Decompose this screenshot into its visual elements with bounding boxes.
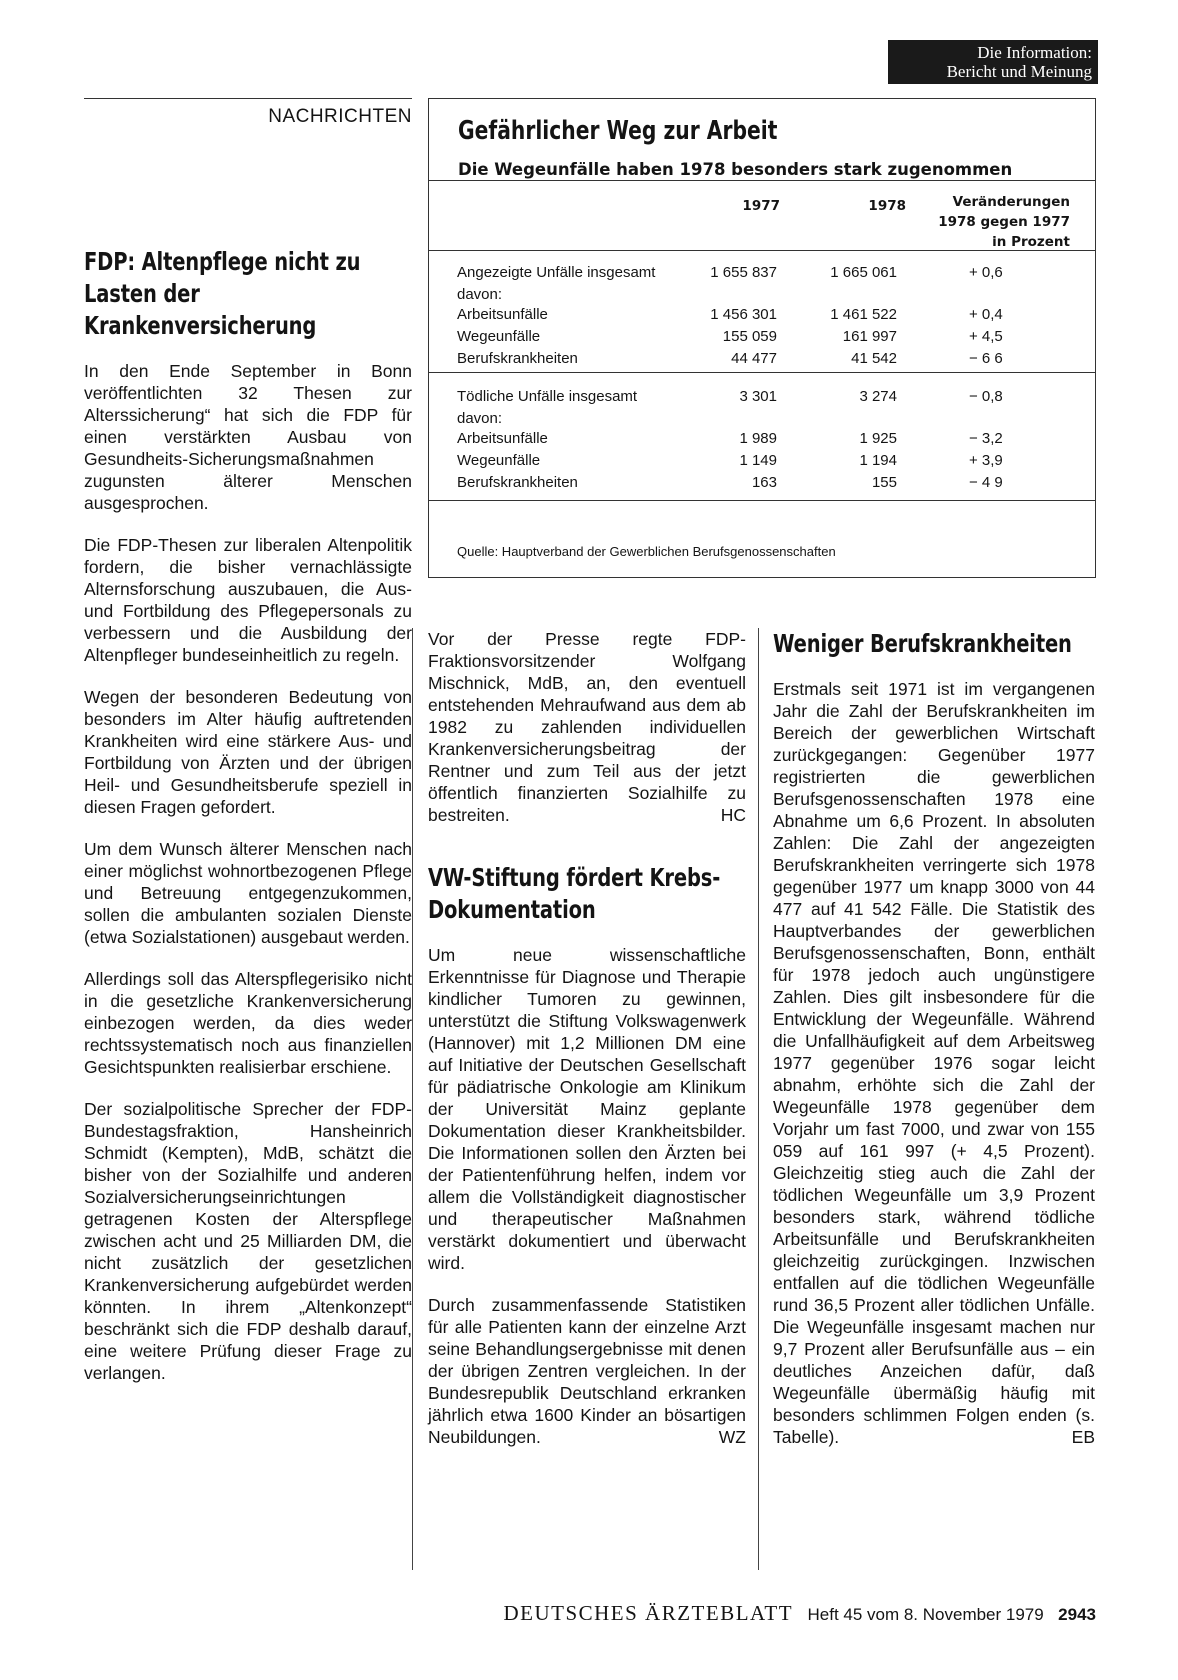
section-label: NACHRICHTEN bbox=[268, 106, 412, 127]
value-1978: 1 665 061 bbox=[830, 264, 897, 281]
journal-name: DEUTSCHES ÄRZTEBLATT bbox=[503, 1601, 794, 1625]
table-row bbox=[457, 286, 1077, 308]
table-subtitle: Die Wegeunfälle haben 1978 besonders stark zugenommen bbox=[458, 160, 1013, 179]
row-label: davon: bbox=[457, 410, 503, 427]
table-row bbox=[457, 410, 1077, 432]
article-paragraph: Um neue wissenschaftliche Erkenntnisse für Diagnose und Therapie kindlicher Tumoren zu gewinnen, unterstützt die Stiftung Volkswagenwerk (Hannover) mit 1,2 Millionen DM eine auf Initiative der Deutschen Gesellschaft für pädiatrische Onkologie am Klinikum der Universität Mainz geplante Dokumentation dieser Krankheitsbilder. Die Informationen sollen den Ärzten bei der Patientenführung helfen, indem vor allem die Vollständigkeit diagnostischer und therapeutischer Maßnahmen verstärkt dokumentiert und überwacht wird. bbox=[428, 945, 746, 1273]
change-header-line: in Prozent bbox=[992, 234, 1070, 250]
paragraph-text: Vor der Presse regte FDP-Fraktionsvorsitzender Wolfgang Mischnick, MdB, an, den eventuell entstehenden Mehraufwand aus dem ab 1982 zu zahlenden individuellen Krankenversicherungsbeitrag der Rentner und zum Teil aus der jetzt öffentlich finanzierten Sozialhilfe zu bestreiten. bbox=[428, 629, 746, 825]
row-label: davon: bbox=[457, 286, 503, 303]
table-row bbox=[457, 430, 1077, 452]
article-paragraph: Wegen der besonderen Bedeutung von besonders im Alter häufig auftretenden Krankheiten wird eine stärkere Aus- und Fortbildung von Ärzten und der übrigen Heil- und Gesundheitsberufe speziell in diesen Fragen gefordert. bbox=[84, 687, 412, 817]
article-paragraph bbox=[428, 1294, 746, 1448]
article-headline: Weniger Berufskrankheiten bbox=[773, 629, 1072, 658]
table-source: Quelle: Hauptverband der Gewerblichen Berufsgenossenschaften bbox=[457, 544, 836, 559]
table-row bbox=[457, 388, 1077, 410]
value-1977: 163 bbox=[751, 474, 777, 491]
value-change: − 6 6 bbox=[969, 350, 1003, 367]
table-row bbox=[457, 350, 1077, 372]
column-rule bbox=[758, 628, 759, 1570]
column-header-1978: 1978 bbox=[868, 198, 906, 214]
change-header-line: Veränderungen bbox=[952, 194, 1070, 210]
article-headline: FDP: Altenpflege nicht zu Lasten der Krankenversicherung bbox=[84, 247, 361, 340]
table-row bbox=[457, 474, 1077, 496]
article-paragraph: In den Ende September in Bonn veröffentlichten 32 Thesen zur Alterssicherung“ hat sich die FDP für einen verstärkten Ausbau von Gesundheits-Sicherungsmaßnahmen zugunsten älterer Menschen ausgesprochen. bbox=[84, 361, 412, 513]
row-label: Berufskrankheiten bbox=[457, 474, 578, 491]
value-1978: 1 461 522 bbox=[830, 306, 897, 323]
table-rule bbox=[428, 180, 1096, 181]
article-paragraph: Um dem Wunsch älterer Menschen nach einer möglichst wohnortbezogenen Pflege und Betreuung entgegenzukommen, sollen die ambulanten sozialen Dienste (etwa Sozialstationen) ausgebaut werden. bbox=[84, 839, 412, 947]
article-berufskrankheiten bbox=[773, 628, 1095, 1468]
value-change: − 4 9 bbox=[969, 474, 1003, 491]
paragraph-text: Durch zusammenfassende Statistiken für alle Patienten kann der einzelne Arzt seine Behandlungsergebnisse mit denen der übrigen Zentren vergleichen. In der Bundesrepublik Deutschland erkranken jährlich etwa 1600 Kinder an bösartigen Neubildungen. bbox=[428, 1295, 746, 1447]
value-1978: 161 997 bbox=[842, 328, 897, 345]
row-label: Tödliche Unfälle insgesamt bbox=[457, 388, 638, 405]
article-headline: VW-Stiftung fördert Krebs-Dokumentation bbox=[428, 863, 721, 924]
section-badge bbox=[888, 40, 1098, 84]
table-rule bbox=[428, 500, 1096, 501]
value-1978: 3 274 bbox=[859, 388, 897, 405]
column-rule bbox=[412, 628, 413, 1570]
author-signature: WZ bbox=[718, 1427, 746, 1447]
article-paragraph: Der sozialpolitische Sprecher der FDP-Bundestagsfraktion, Hansheinrich Schmidt (Kempten), MdB, schätzt die bisher von der Sozialhilfe und anderen Sozialversicherungseinrichtungen getragenen Kosten der Alterspflege zwischen acht und 25 Milliarden DM, die nicht zusätzlich der gesetzlichen Krankenversicherung aufgebürdet werden könnten. In ihrem „Altenkonzept“ beschränkt sich die FDP deshalb darauf, eine weitere Prüfung dieser Frage zu verlangen. bbox=[84, 1099, 412, 1383]
value-1978: 41 542 bbox=[851, 350, 897, 367]
table-title: Gefährlicher Weg zur Arbeit bbox=[458, 116, 778, 146]
value-1978: 155 bbox=[871, 474, 897, 491]
value-1977: 3 301 bbox=[739, 388, 777, 405]
article-paragraph bbox=[773, 678, 1095, 1448]
article-paragraph: Allerdings soll das Alterspflegerisiko nicht in die gesetzliche Krankenversicherung einbezogen werden, da dies weder rechtssystematisch noch aus finanziellen Gesichtspunkten realisierbar erschiene. bbox=[84, 969, 412, 1077]
page-number: 2943 bbox=[1058, 1605, 1096, 1624]
badge-line-1: Die Information: bbox=[977, 43, 1092, 62]
row-label: Angezeigte Unfälle insgesamt bbox=[457, 264, 656, 281]
row-label: Berufskrankheiten bbox=[457, 350, 578, 367]
left-top-rule bbox=[84, 98, 412, 99]
value-1977: 1 456 301 bbox=[710, 306, 777, 323]
badge-line-2: Bericht und Meinung bbox=[946, 62, 1092, 81]
value-change: − 3,2 bbox=[969, 430, 1003, 447]
article-paragraph: Die FDP-Thesen zur liberalen Altenpolitik fordern, die bisher vernachlässigte Alternsforschung auszubauen, die Aus- und Fortbildung des Pflegepersonals zu verbessern und die Ausbildung der Altenpfleger bundeseinheitlich zu regeln. bbox=[84, 535, 412, 665]
author-signature: HC bbox=[720, 805, 746, 825]
row-label: Arbeitsunfälle bbox=[457, 430, 548, 447]
column-header-change bbox=[900, 192, 1070, 252]
value-1977: 1 655 837 bbox=[710, 264, 777, 281]
value-1977: 44 477 bbox=[731, 350, 777, 367]
row-label: Wegeunfälle bbox=[457, 452, 541, 469]
value-change: + 0,6 bbox=[969, 264, 1003, 281]
article-paragraph bbox=[428, 628, 746, 826]
value-1978: 1 194 bbox=[859, 452, 897, 469]
table-row bbox=[457, 328, 1077, 350]
value-1978: 1 925 bbox=[859, 430, 897, 447]
value-change: + 4,5 bbox=[969, 328, 1003, 345]
issue-info: Heft 45 vom 8. November 1979 bbox=[807, 1605, 1044, 1624]
middle-column bbox=[428, 628, 746, 1468]
value-change: + 0,4 bbox=[969, 306, 1003, 323]
value-1977: 155 059 bbox=[722, 328, 777, 345]
row-label: Arbeitsunfälle bbox=[457, 306, 548, 323]
change-header-line: 1978 gegen 1977 bbox=[938, 214, 1070, 230]
table-row bbox=[457, 264, 1077, 286]
table-row bbox=[457, 306, 1077, 328]
value-change: − 0,8 bbox=[969, 388, 1003, 405]
value-change: + 3,9 bbox=[969, 452, 1003, 469]
article-fdp bbox=[84, 246, 412, 1404]
page-footer bbox=[420, 1601, 1096, 1626]
value-1977: 1 149 bbox=[739, 452, 777, 469]
value-1977: 1 989 bbox=[739, 430, 777, 447]
table-rule bbox=[428, 372, 1096, 373]
paragraph-text: Erstmals seit 1971 ist im vergangenen Jahr die Zahl der Berufskrankheiten im Bereich der gewerblichen Wirtschaft zurückgegangen: Gegenüber 1977 registrierten die gewerblichen Berufsgenossenschaften 1978 eine Abnahme um 6,6 Prozent. In absoluten Zahlen: Die Zahl der angezeigten Berufskrankheiten verringerte sich 1978 gegenüber 1977 um knapp 3000 von 44 477 auf 41 542 Fälle. Die Statistik des Hauptverbandes der gewerblichen Berufsgenossenschaften, Bonn, enthält für 1978 jedoch auch ungünstigere Zahlen. Dies gilt insbesondere für die Entwicklung der Wegeunfälle. Während die Unfallhäufigkeit auf dem Arbeitsweg 1977 gegenüber 1976 sogar leicht abnahm, erhöhte sich die Zahl der Wegeunfälle 1978 gegenüber dem Vorjahr um fast 7000, und zwar von 155 059 auf 161 997 (+ 4,5 Prozent). Gleichzeitig stieg auch die Zahl der tödlichen Wegeunfälle um 3,9 Prozent besonders stark, während tödliche Arbeitsunfälle und Berufskrankheiten gleichzeitig zurückgingen. Inzwischen entfallen auf die tödlichen Wegeunfälle rund 36,5 Prozent aller tödlichen Unfälle. Die Wegeunfälle insgesamt machen nur 9,7 Prozent aller Berufsunfälle aus – ein deutliches Anzeichen dafür, daß Wegeunfälle übermäßig häufig mit besonders schlimmen Folgen enden (s. Tabelle). bbox=[773, 679, 1095, 1447]
row-label: Wegeunfälle bbox=[457, 328, 541, 345]
column-header-1977: 1977 bbox=[742, 198, 780, 214]
author-signature: EB bbox=[1071, 1427, 1095, 1447]
table-row bbox=[457, 452, 1077, 474]
